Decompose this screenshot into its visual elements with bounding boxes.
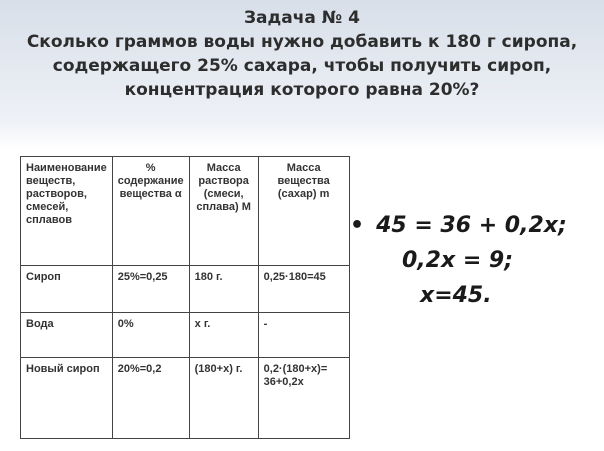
cell-substance-mass: - [258,313,349,358]
header-substance: Наименование веществ, растворов, смесей, сплавов [21,157,113,266]
header-substance-mass: Масса вещества (сахар) m [258,157,349,266]
cell-substance: Новый сироп [21,358,113,439]
solution-equations [350,208,567,313]
cell-substance-mass: 0,25·180=45 [258,266,349,313]
cell-substance: Вода [21,313,113,358]
problem-text-line-1: Сколько граммов воды нужно добавить к 180 г сиропа, [26,32,578,52]
equation-line-1 [350,208,567,243]
table-row [21,313,350,358]
table-row [21,266,350,313]
table-header-row [21,157,350,266]
cell-solution-mass: (180+х) г. [189,358,258,439]
header-percent: % содержание вещества α [112,157,189,266]
cell-solution-mass: 180 г. [189,266,258,313]
problem-text-line-3: концентрация которого равна 20%? [124,80,480,100]
problem-title [0,6,604,102]
cell-percent: 25%=0,25 [112,266,189,313]
problem-number: Задача № 4 [243,8,360,28]
equation-3: х=45. [420,283,492,308]
equation-1: 45 = 36 + 0,2х; [376,213,567,238]
cell-substance: Сироп [21,266,113,313]
bullet-icon: • [350,213,365,238]
equation-2: 0,2х = 9; [402,248,514,273]
cell-percent: 0% [112,313,189,358]
cell-solution-mass: х г. [189,313,258,358]
table-row [21,358,350,439]
solution-table [20,156,350,439]
cell-substance-mass: 0,2·(180+х)= 36+0,2х [258,358,349,439]
cell-percent: 20%=0,2 [112,358,189,439]
header-solution-mass: Масса раствора (смеси, сплава) M [189,157,258,266]
problem-text-line-2: содержащего 25% сахара, чтобы получить сироп, [52,56,552,76]
